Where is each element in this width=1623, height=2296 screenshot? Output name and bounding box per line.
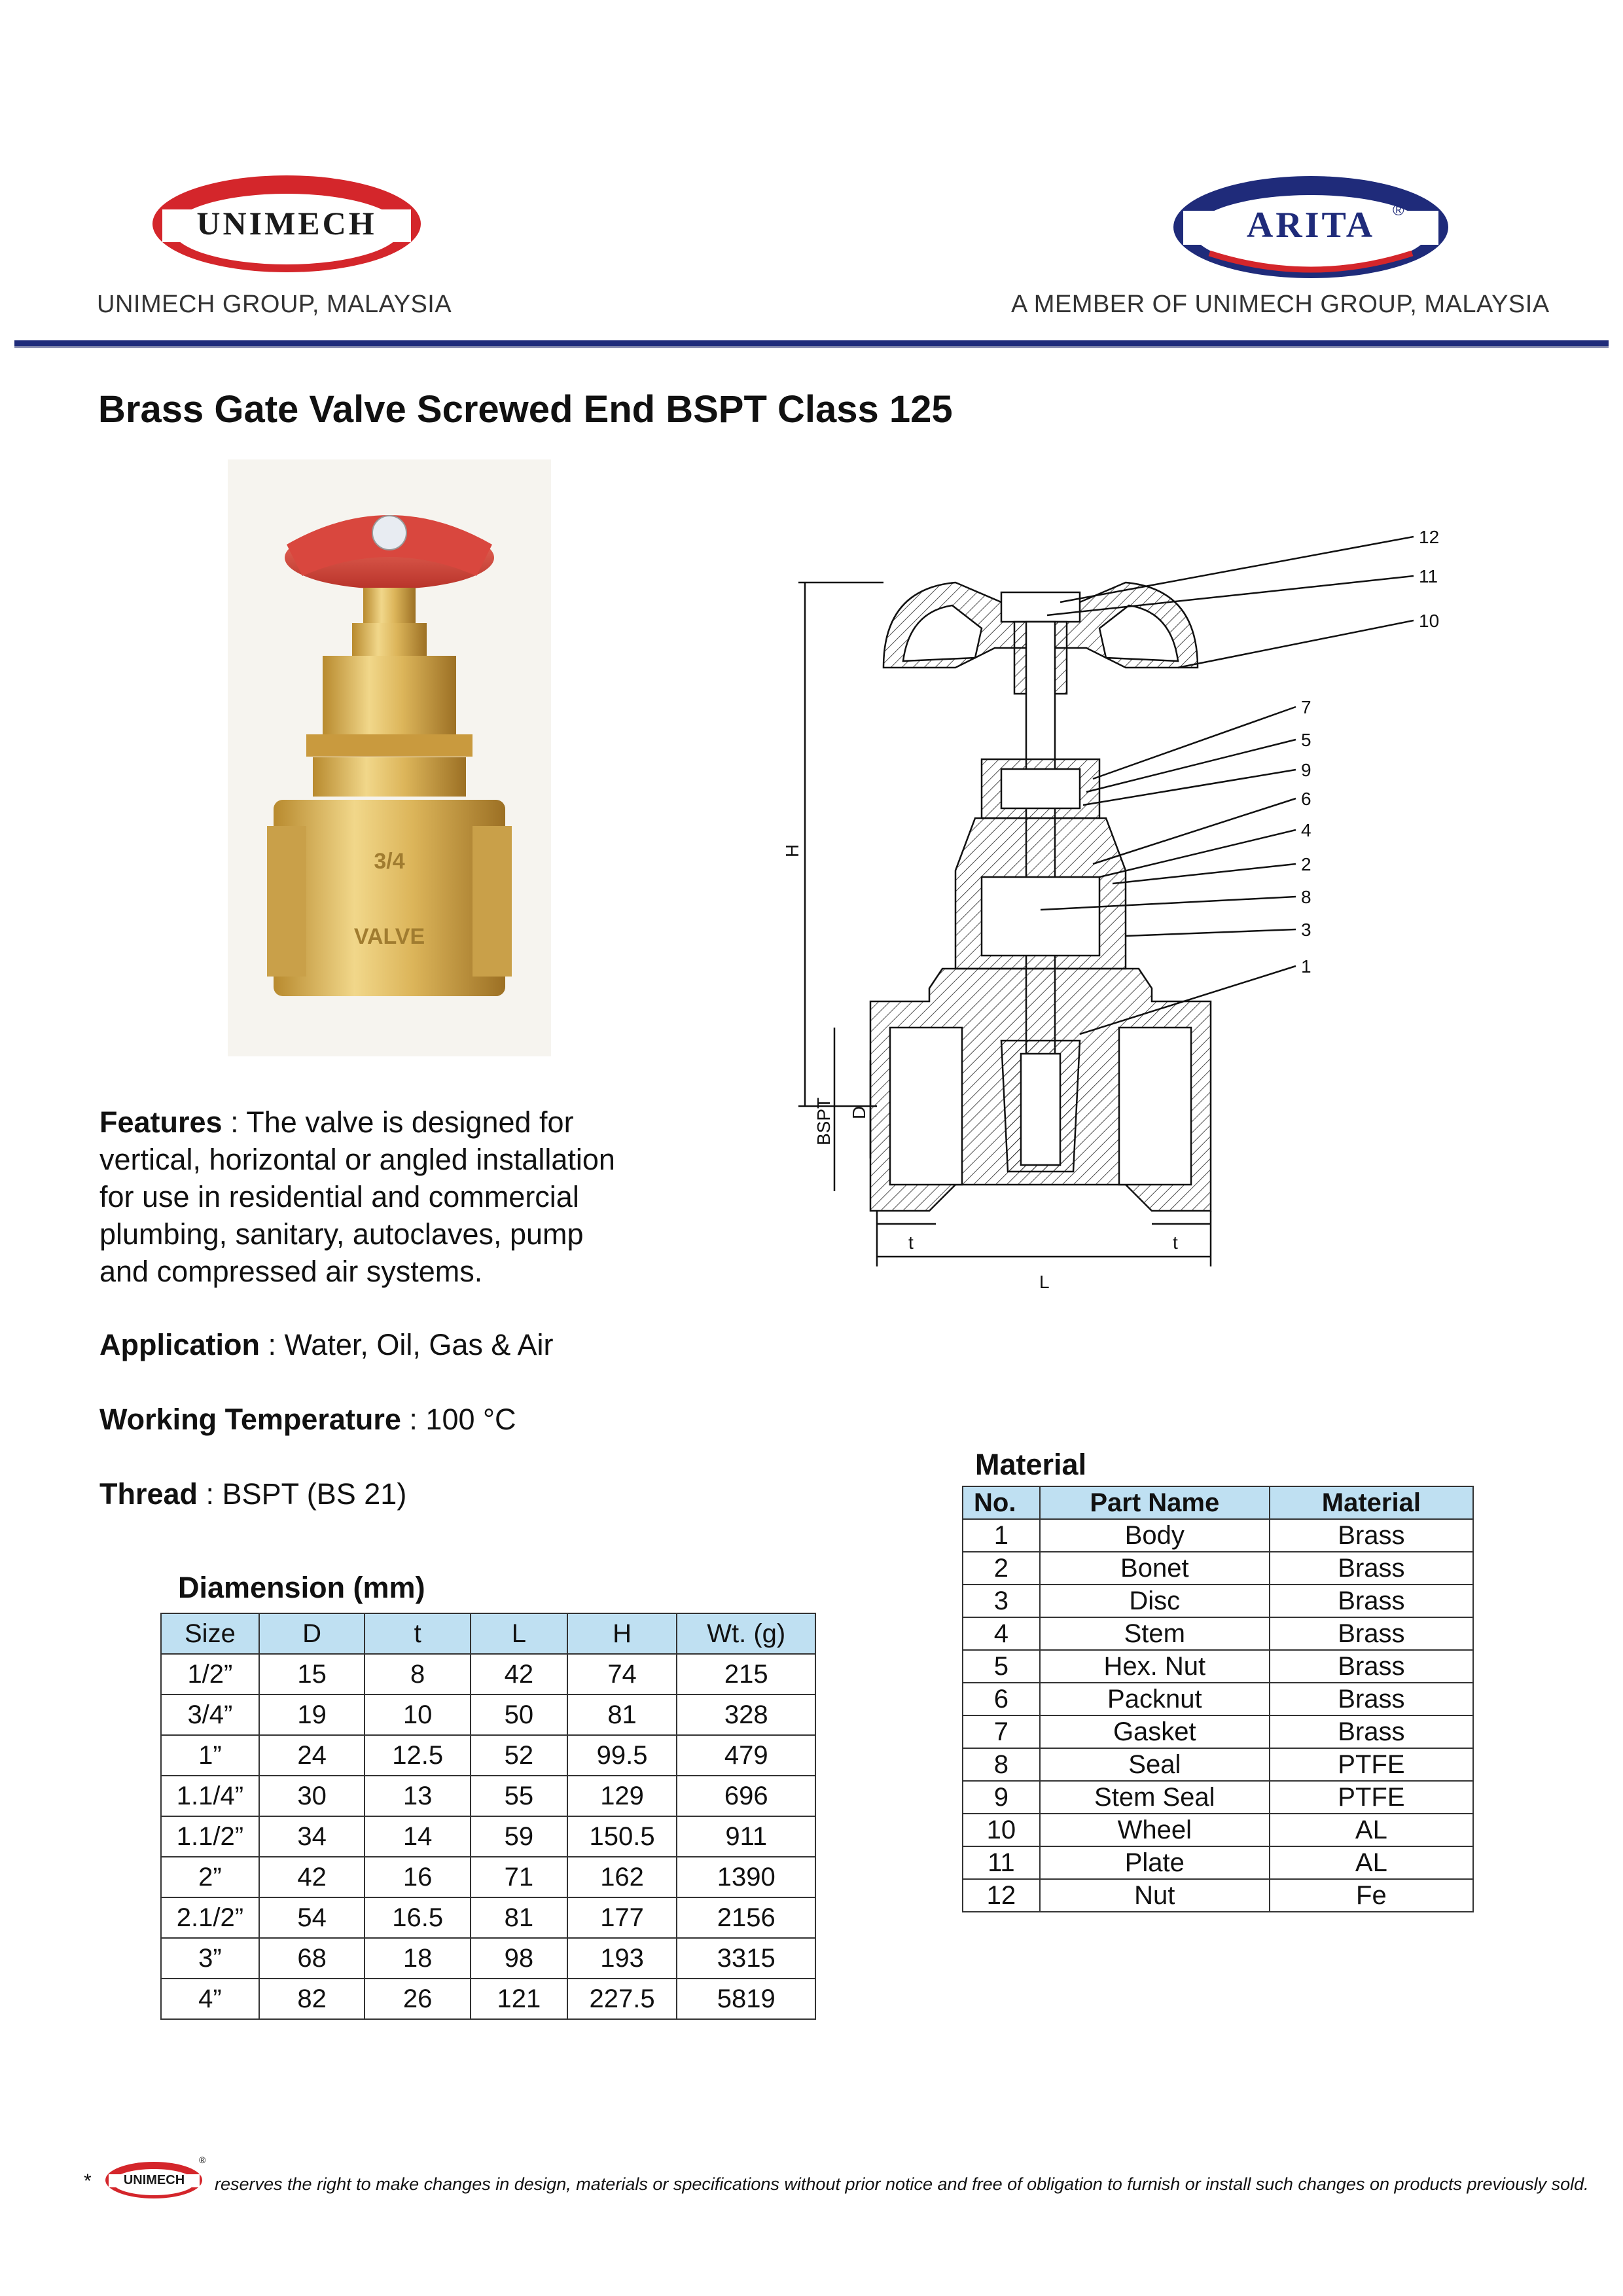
- cross-section-svg: [782, 517, 1453, 1322]
- table-row: 1.1/2” 34 14 59 150.5 911: [161, 1816, 815, 1857]
- table-row: 5 Hex. Nut Brass: [963, 1650, 1473, 1683]
- table-row: 2.1/2” 54 16.5 81 177 2156: [161, 1897, 815, 1938]
- material-table-caption: Material: [975, 1448, 1087, 1481]
- unimech-logo: [149, 171, 424, 276]
- svg-text:VALVE: VALVE: [353, 924, 425, 949]
- features-line-4: plumbing, sanitary, autoclaves, pump: [99, 1217, 584, 1251]
- arita-group-label: A MEMBER OF UNIMECH GROUP, MALAYSIA: [1011, 291, 1550, 318]
- table-row: 10 Wheel AL: [963, 1814, 1473, 1846]
- svg-text:11: 11: [1419, 566, 1438, 586]
- temperature-line: [99, 1401, 516, 1438]
- footer-notice: reserves the right to make changes in design, materials or specifications without prior notice and free of obligation to furnish or install such changes on products previously sold.: [215, 2174, 1589, 2194]
- material-header-row: [963, 1486, 1473, 1519]
- svg-text:3/4: 3/4: [374, 849, 405, 874]
- dimension-table-body: [161, 1654, 815, 2019]
- svg-text:2: 2: [1301, 854, 1311, 874]
- svg-text:3: 3: [1301, 920, 1311, 940]
- material-table-body: [963, 1519, 1473, 1912]
- temperature-value: : 100: [401, 1403, 475, 1436]
- thread-line: [99, 1475, 406, 1513]
- application-line: [99, 1326, 553, 1363]
- svg-text:5: 5: [1301, 730, 1311, 750]
- table-row: 8 Seal PTFE: [963, 1748, 1473, 1781]
- features-block: [99, 1103, 728, 1290]
- table-row: 1/2” 15 8 42 74 215: [161, 1654, 815, 1695]
- svg-text:L: L: [1039, 1272, 1050, 1292]
- svg-text:1: 1: [1301, 956, 1311, 977]
- table-row: 6 Packnut Brass: [963, 1683, 1473, 1715]
- svg-text:8: 8: [1301, 887, 1311, 907]
- svg-text:t: t: [908, 1232, 914, 1253]
- header-d: D: [259, 1613, 365, 1654]
- svg-text:4: 4: [1301, 820, 1311, 840]
- product-photo: [228, 459, 551, 1056]
- features-line-5: and compressed air systems.: [99, 1255, 483, 1288]
- arita-logo-text: ARITA: [1246, 205, 1376, 245]
- footer-asterisk: *: [84, 2170, 92, 2192]
- table-row: 3” 68 18 98 193 3315: [161, 1938, 815, 1979]
- table-row: 12 Nut Fe: [963, 1879, 1473, 1912]
- svg-text:10: 10: [1419, 611, 1440, 631]
- table-row: 3 Disc Brass: [963, 1585, 1473, 1617]
- header-part-name: Part Name: [1040, 1486, 1270, 1519]
- svg-text:9: 9: [1301, 760, 1311, 780]
- table-row: 4” 82 26 121 227.5 5819: [161, 1979, 815, 2019]
- header-size: Size: [161, 1613, 259, 1654]
- header-divider: [14, 340, 1609, 348]
- header-h: H: [567, 1613, 677, 1654]
- header-t: t: [365, 1613, 471, 1654]
- temperature-unit: °C: [483, 1403, 516, 1436]
- features-line-3: for use in residential and commercial: [99, 1180, 579, 1213]
- svg-text:t: t: [1173, 1232, 1178, 1253]
- header-l: L: [471, 1613, 567, 1654]
- temperature-label: Working Temperature: [99, 1403, 401, 1436]
- table-row: 1.1/4” 30 13 55 129 696: [161, 1776, 815, 1816]
- svg-text:H: H: [782, 844, 802, 857]
- footer-logo-text: UNIMECH: [123, 2173, 185, 2187]
- arita-logo: [1170, 171, 1452, 283]
- table-row: 7 Gasket Brass: [963, 1715, 1473, 1748]
- svg-text:D: D: [849, 1105, 869, 1119]
- unimech-group-label: UNIMECH GROUP, MALAYSIA: [97, 291, 452, 318]
- application-label: Application: [99, 1328, 260, 1361]
- application-value: : Water, Oil, Gas & Air: [260, 1328, 554, 1361]
- svg-text:7: 7: [1301, 697, 1311, 717]
- material-table: [962, 1486, 1474, 1912]
- table-row: 1” 24 12.5 52 99.5 479: [161, 1735, 815, 1776]
- dimension-table-caption: Diamension (mm): [178, 1571, 425, 1604]
- features-line-1: Features : The valve is designed for: [99, 1105, 574, 1139]
- features-line-2: vertical, horizontal or angled installation: [99, 1143, 615, 1176]
- features-label: Features: [99, 1105, 223, 1139]
- dimension-header-row: [161, 1613, 815, 1654]
- svg-text:12: 12: [1419, 527, 1440, 547]
- table-row: 9 Stem Seal PTFE: [963, 1781, 1473, 1814]
- table-row: 4 Stem Brass: [963, 1617, 1473, 1650]
- footer-unimech-logo: [103, 2155, 206, 2200]
- thread-label: Thread: [99, 1477, 198, 1511]
- header-material: Material: [1270, 1486, 1473, 1519]
- registered-mark: ®: [1393, 202, 1404, 219]
- valve-cross-section-drawing: [782, 517, 1453, 1322]
- dimension-table: [160, 1613, 816, 2020]
- page-title: Brass Gate Valve Screwed End BSPT Class 125: [98, 388, 953, 431]
- table-row: 2 Bonet Brass: [963, 1552, 1473, 1585]
- header-weight: Wt. (g): [677, 1613, 815, 1654]
- unimech-logo-text: UNIMECH: [196, 205, 377, 242]
- table-row: 3/4” 19 10 50 81 328: [161, 1695, 815, 1735]
- svg-text:BSPT: BSPT: [813, 1097, 834, 1145]
- table-row: 11 Plate AL: [963, 1846, 1473, 1879]
- table-row: 2” 42 16 71 162 1390: [161, 1857, 815, 1897]
- svg-text:6: 6: [1301, 789, 1311, 809]
- footer-registered-mark: ®: [199, 2155, 206, 2165]
- table-row: 1 Body Brass: [963, 1519, 1473, 1552]
- thread-value: : BSPT (BS 21): [198, 1477, 407, 1511]
- header-no: No.: [963, 1486, 1040, 1519]
- gate-valve-photo: [228, 459, 551, 1056]
